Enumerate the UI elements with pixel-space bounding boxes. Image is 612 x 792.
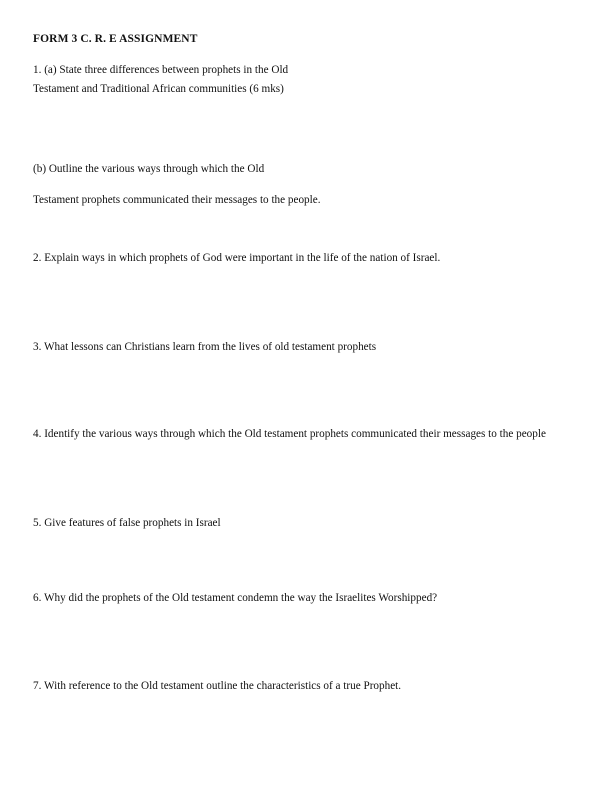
question-5-line-1: 5. Give features of false prophets in Israel [33,516,221,529]
question-7-line-1: 7. With reference to the Old testament outline the characteristics of a true Prophet. [33,679,402,692]
question-1b [33,160,585,209]
question-1a-line-1: 1. (a) State three differences between prophets in the Old [33,64,289,76]
question-1b-line-1: (b) Outline the various ways through which the Old [33,163,265,175]
page-title: FORM 3 C. R. E ASSIGNMENT [33,33,198,45]
question-1a [33,61,585,98]
question-6-line-1: 6. Why did the prophets of the Old testament condemn the way the Israelites Worshipped? [33,592,438,604]
spacer [33,532,585,589]
question-1b-line-2: Testament prophets communicated their messages to the people. [33,193,321,206]
spacer [33,608,585,677]
document-body [33,30,585,695]
question-6 [33,589,585,608]
spacer [33,179,585,191]
spacer [33,46,585,61]
question-4-line-1: 4. Identify the various ways through which the Old testament prophets communicated their messages to the people [33,428,546,440]
question-5 [33,514,585,533]
question-7 [33,677,585,696]
question-3-line-1: 3. What lessons can Christians learn from the lives of old testament prophets [33,340,377,353]
spacer [33,209,585,249]
question-2-line-1: 2. Explain ways in which prophets of God were important in the life of the nation of Israel. [33,252,441,264]
spacer [33,98,585,160]
question-3 [33,338,585,357]
question-1a-line-2: Testament and Traditional African communities (6 mks) [33,82,284,95]
spacer [33,444,585,514]
spacer [33,268,585,338]
spacer [33,356,585,425]
question-4 [33,425,585,444]
question-2 [33,249,585,268]
